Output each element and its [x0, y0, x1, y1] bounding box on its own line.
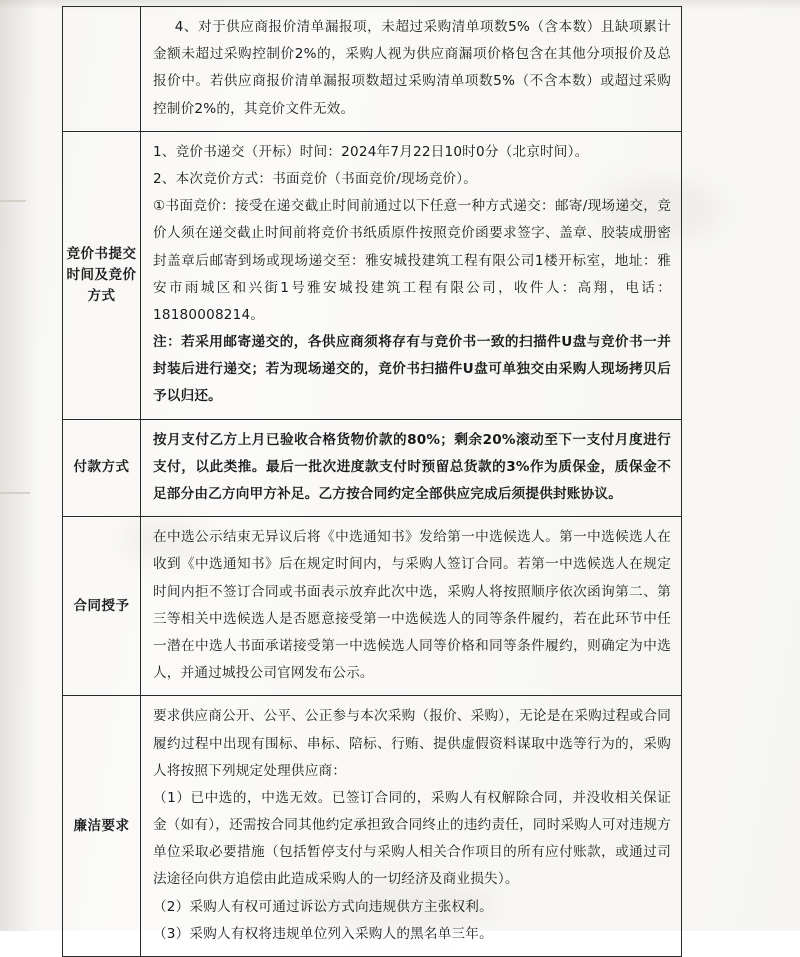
- row-label-bid-submission: 竞价书提交时间及竞价方式: [63, 132, 141, 419]
- paragraph: 按月支付乙方上月已验收合格货物价款的80%；剩余20%滚动至下一支付月度进行支付，以此类推。最后一批次进度款支付时预留总货款的3%作为质保金，质保金不足部分由乙方向甲方补足。乙方按合同约定全部供应完成后须提供封账协议。: [153, 431, 671, 502]
- table-row: [63, 517, 681, 696]
- margin-mark: [0, 492, 30, 494]
- row-label-contract-award: 合同授予: [63, 517, 141, 695]
- paragraph: ①书面竞价：接受在递交截止时间前通过以下任意一种方式递交：邮寄/现场递交，竞价人须在递交截止时间前将竞价书纸质原件按照竞价函要求签字、盖章、胶装成册密封盖章后邮寄到场或现场递交至：雅安城投建筑工程有限公司1楼开标室，地址：雅安市雨城区和兴街1号雅安城投建筑工程有限公司，收件人：高翔，电话：18180008214。: [153, 198, 671, 323]
- paragraph: 在中选公示结束无异议后将《中选通知书》发给第一中选候选人。第一中选候选人在收到《中选通知书》后在规定时间内，与采购人签订合同。若第一中选候选人在规定时间内拒不签订合同或书面表示放弃此次中选，采购人将按照顺序依次函询第二、第三等相关中选候选人是否愿意接受第一中选候选人的同等条件履约，若在此环节中任一潜在中选人书面承诺接受第一中选候选人同等价格和同等条件履约，则确定为中选人，并通过城投公司官网发布公示。: [153, 529, 671, 682]
- table-row: [63, 420, 681, 518]
- terms-table: [62, 6, 682, 957]
- row-content: [141, 517, 681, 695]
- paragraph: （2）采购人有权可通过诉讼方式向违规供方主张权利。: [153, 898, 493, 915]
- page-edge-shadow: [0, 0, 38, 931]
- table-row: [63, 696, 681, 957]
- paragraph: 注：若采用邮寄递交的，各供应商须将存有与竞价书一致的扫描件U盘与竞价书一并封装后进行递交；若为现场递交的，竞价书扫描件U盘可单独交由采购人现场拷贝后予以归还。: [153, 334, 671, 405]
- paragraph: 1、竞价书递交（开标）时间：2024年7月22日10时0分（北京时间）。: [153, 143, 589, 160]
- row-content: [141, 420, 681, 517]
- paragraph: 要求供应商公开、公平、公正参与本次采购（报价、采购），无论是在采购过程或合同履约过程中出现有围标、串标、陪标、行贿、提供虚假资料谋取中选等行为的，采购人将按照下列规定处理供应商：: [153, 708, 671, 779]
- paragraph: 4、对于供应商报价清单漏报项，未超过采购清单项数5%（含本数）且缺项累计金额未超过采购控制价2%的，采购人视为供应商漏项价格包含在其他分项报价及总报价中。若供应商报价清单漏报项数超过采购清单项数5%（不含本数）或超过采购控制价2%的，其竞价文件无效。: [153, 19, 671, 117]
- row-label-payment: 付款方式: [63, 420, 141, 517]
- table-row: [63, 132, 681, 420]
- row-label-blank: [63, 7, 141, 131]
- row-content: [141, 132, 681, 419]
- table-row: [63, 7, 681, 132]
- paragraph: （1）已中选的，中选无效。已签订合同的，采购人有权解除合同，并没收相关保证金（如有），还需按合同其他约定承担致合同终止的违约责任，同时采购人可对违规方单位采取必要措施（包括暂停支付与采购人相关合作项目的所有应付账款，或通过司法途径向供方追偿由此造成采购人的一切经济及商业损失）。: [153, 789, 671, 888]
- row-label-integrity: 廉洁要求: [63, 696, 141, 956]
- margin-mark: [0, 200, 26, 202]
- row-content: [141, 696, 681, 956]
- paragraph: （3）采购人有权将违规单位列入采购人的黑名单三年。: [153, 925, 493, 942]
- paragraph: 2、本次竞价方式：书面竞价（书面竞价/现场竞价）。: [153, 170, 478, 187]
- row-content: [141, 7, 681, 131]
